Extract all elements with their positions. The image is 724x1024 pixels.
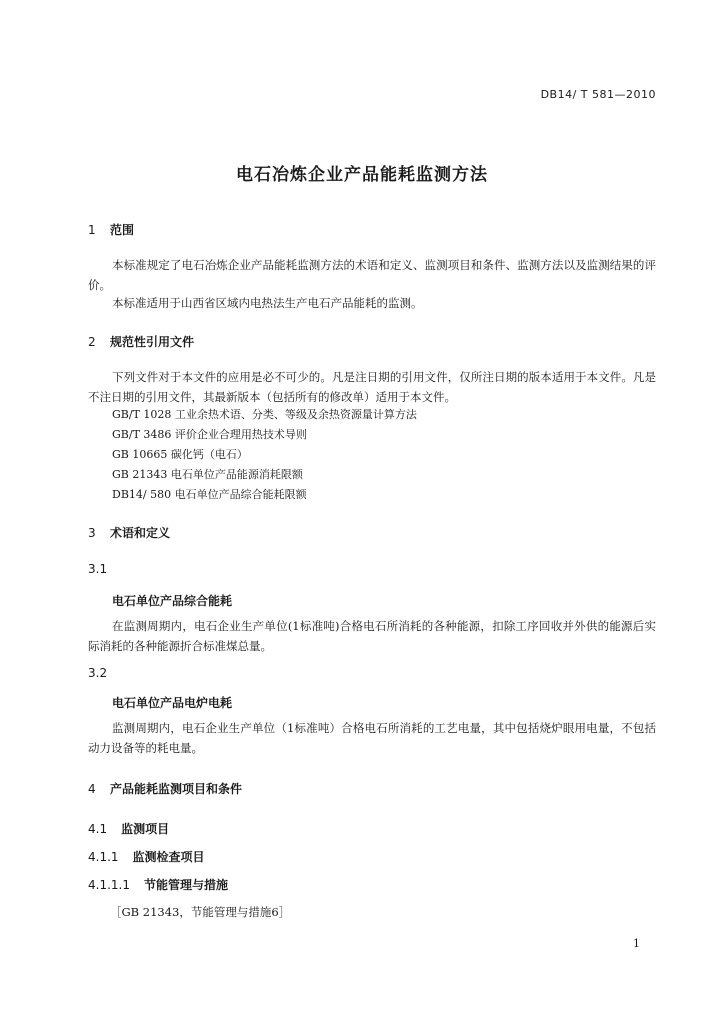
page-number: 1 bbox=[633, 937, 640, 950]
term-3-1-number: 3.1 bbox=[88, 562, 108, 576]
subsection-title: 节能管理与措施 bbox=[143, 878, 228, 892]
section-title: 产品能耗监测项目和条件 bbox=[110, 782, 243, 796]
section-4-heading bbox=[88, 780, 242, 797]
section-title: 规范性引用文件 bbox=[110, 335, 195, 349]
term-3-2-definition: 监测周期内，电石企业生产单位（1标准吨）合格电石所消耗的工艺电量，其中包括烧炉眼用电量，不包括动力设备等的耗电量。 bbox=[88, 721, 656, 755]
citation-note: ［GB 21343，节能管理与措施6］ bbox=[110, 905, 291, 919]
section-title: 范围 bbox=[110, 223, 135, 237]
subsection-title: 监测检查项目 bbox=[132, 850, 205, 864]
section-2-heading bbox=[88, 333, 194, 350]
subsection-number: 4.1 bbox=[88, 822, 108, 836]
subsection-number: 4.1.1 bbox=[88, 850, 119, 864]
reference-item: GB 10665 碳化钙（电石） bbox=[112, 448, 248, 461]
section-number: 1 bbox=[88, 223, 96, 237]
section-1-paragraph-2: 本标准适用于山西省区域内电热法生产电石产品能耗的监测。 bbox=[112, 296, 423, 310]
term-3-2-number: 3.2 bbox=[88, 666, 108, 680]
section-3-heading bbox=[88, 524, 170, 541]
section-title: 术语和定义 bbox=[110, 526, 171, 540]
subsection-4-1-1-heading bbox=[88, 848, 205, 865]
reference-item: GB/T 1028 工业余热术语、分类、等级及余热资源量计算方法 bbox=[112, 408, 417, 421]
section-2-paragraph-1: 下列文件对于本文件的应用是必不可少的。凡是注日期的引用文件，仅所注日期的版本适用于本文件。凡是不注日期的引用文件，其最新版本（包括所有的修改单）适用于本文件。 bbox=[88, 370, 656, 404]
term-3-1-definition: 在监测周期内，电石企业生产单位(1标准吨)合格电石所消耗的各种能源，扣除工序回收并外供的能源后实际消耗的各种能源折合标准煤总量。 bbox=[88, 619, 656, 653]
document-title: 电石冶炼企业产品能耗监测方法 bbox=[236, 165, 488, 185]
reference-item: GB 21343 电石单位产品能源消耗限额 bbox=[112, 468, 303, 481]
reference-item: GB/T 3486 评价企业合理用热技术导则 bbox=[112, 428, 307, 441]
section-1-paragraph-1: 本标准规定了电石冶炼企业产品能耗监测方法的术语和定义、监测项目和条件、监测方法以及监测结果的评价。 bbox=[88, 258, 656, 292]
section-number: 2 bbox=[88, 335, 96, 349]
section-number: 3 bbox=[88, 526, 96, 540]
subsection-4-1-heading bbox=[88, 820, 169, 837]
term-3-2-name: 电石单位产品电炉电耗 bbox=[112, 696, 233, 710]
section-1-heading bbox=[88, 221, 134, 238]
document-number: DB14/ T 581—2010 bbox=[540, 88, 656, 101]
reference-item: DB14/ 580 电石单位产品综合能耗限额 bbox=[112, 488, 307, 501]
subsection-4-1-1-1-heading bbox=[88, 876, 228, 893]
term-3-1-name: 电石单位产品综合能耗 bbox=[112, 594, 233, 608]
section-number: 4 bbox=[88, 782, 96, 796]
subsection-number: 4.1.1.1 bbox=[88, 878, 130, 892]
subsection-title: 监测项目 bbox=[121, 822, 170, 836]
